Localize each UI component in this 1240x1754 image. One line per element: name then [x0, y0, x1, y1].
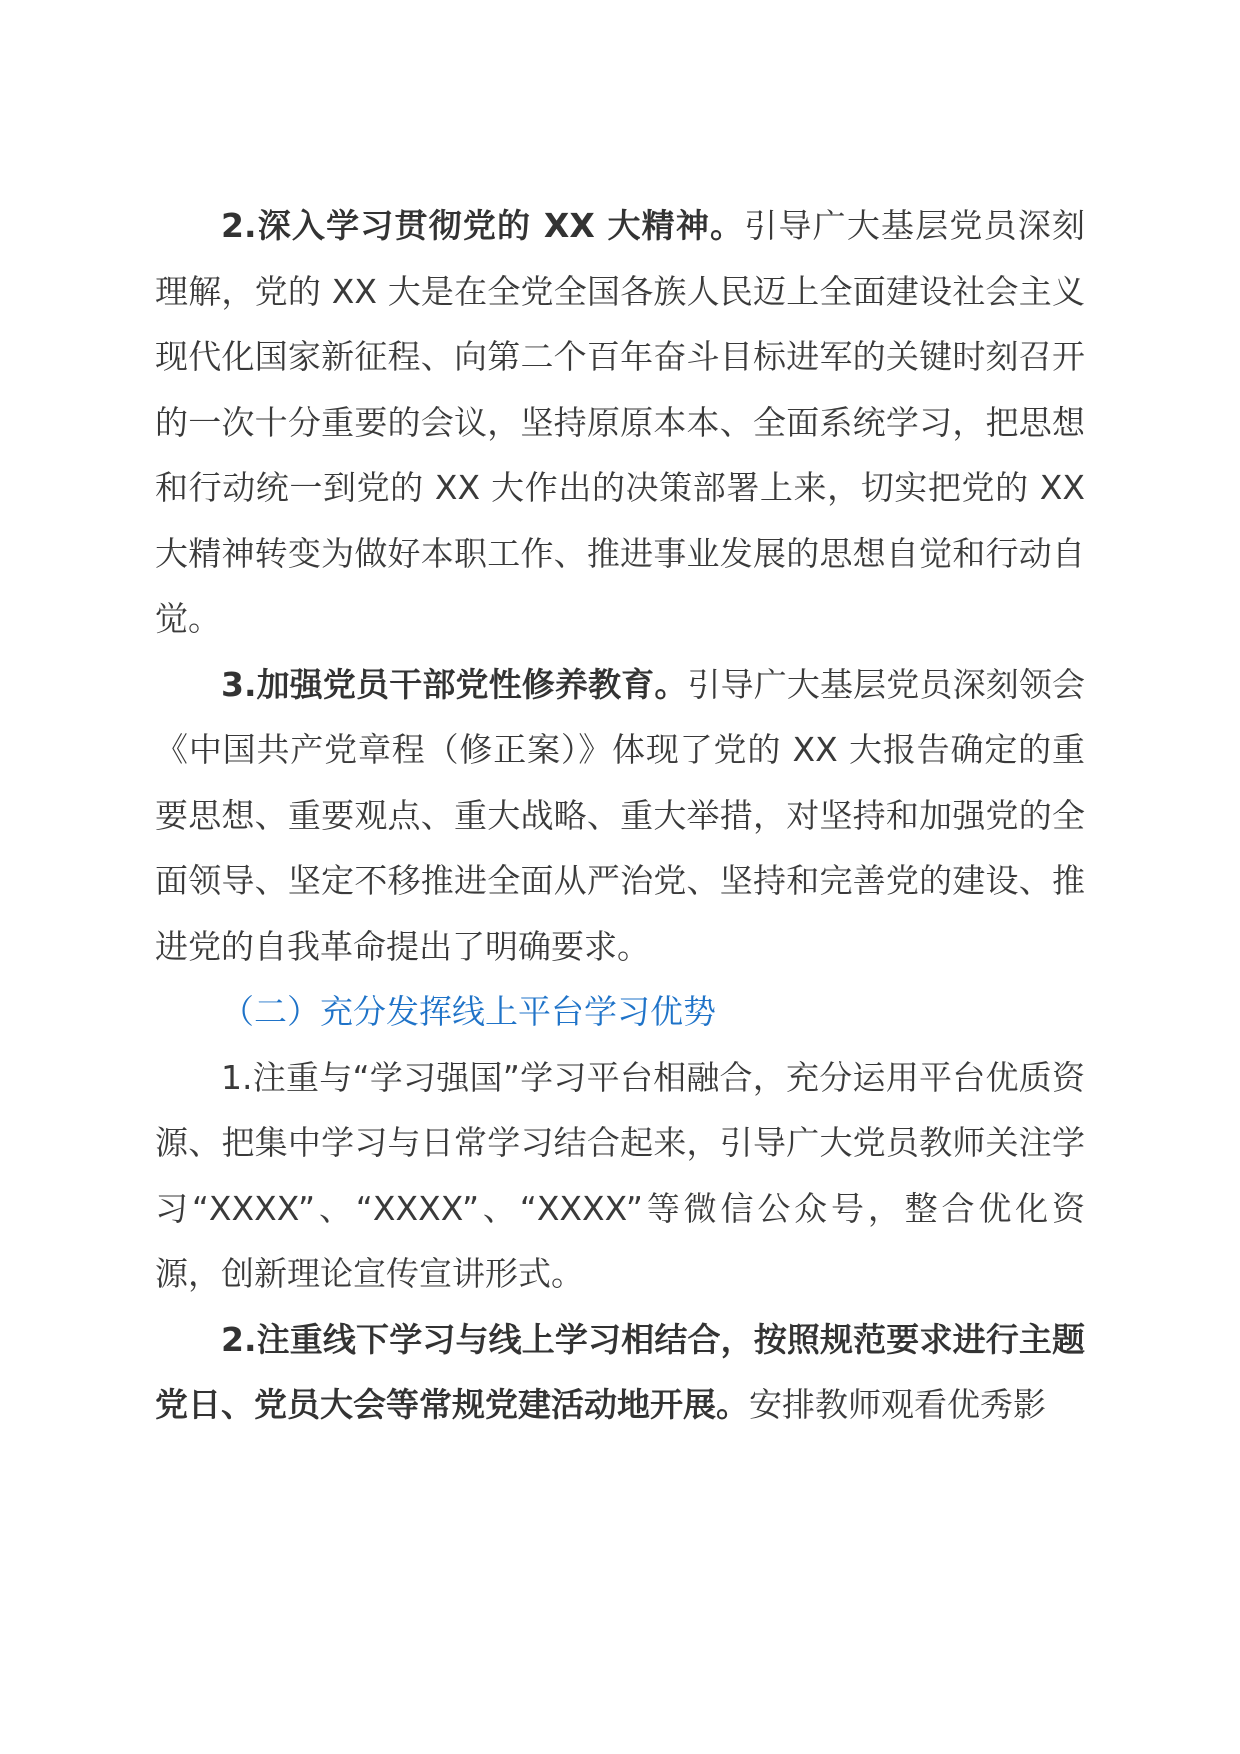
paragraph-body: 安排教师观看优秀影 — [749, 1385, 1046, 1424]
paragraph-lead: 2.注重线下学习与线上学习相结合，按照规范要求进行主题党日、党员大会等常规党建活动地开展。 — [155, 1319, 1085, 1424]
paragraph-online-platform — [155, 1045, 1085, 1307]
paragraph-body: 引导广大基层党员深刻领会《中国共产党章程（修正案）》体现了党的 XX 大报告确定的重要思想、重要观点、重大战略、重大举措，对坚持和加强党的全面领导、坚定不移推进全面从严治党、坚持和完善党的建设、推进党的自我革命提出了明确要求。 — [155, 664, 1086, 966]
paragraph-study-congress — [155, 193, 1085, 652]
paragraph-party-education — [155, 652, 1085, 980]
paragraph-body: 引导广大基层党员深刻理解，党的 XX 大是在全党全国各族人民迈上全面建设社会主义现代化国家新征程、向第二个百年奋斗目标进军的关键时刻召开的一次十分重要的会议，坚持原原本本、全面系统学习，把思想和行动统一到党的 XX 大作出的决策部署上来，切实把党的 XX 大精神转变为做好本职工作、推进事业发展的思想自觉和行动自觉。 — [155, 206, 1086, 638]
paragraph-lead: 2.深入学习贯彻党的 XX 大精神。 — [221, 206, 745, 245]
paragraph-online-offline — [155, 1307, 1085, 1438]
section-heading: （二）充分发挥线上平台学习优势 — [221, 992, 716, 1031]
paragraph-body: 1.注重与“学习强国”学习平台相融合，充分运用平台优质资源、把集中学习与日常学习结合起来，引导广大党员教师关注学习“XXXX”、“XXXX”、“XXXX”等微信公众号，整合优化资源，创新理论宣传宣讲形式。 — [155, 1057, 1085, 1293]
document-page — [155, 193, 1085, 1438]
paragraph-lead: 3.加强党员干部党性修养教育。 — [221, 664, 688, 704]
